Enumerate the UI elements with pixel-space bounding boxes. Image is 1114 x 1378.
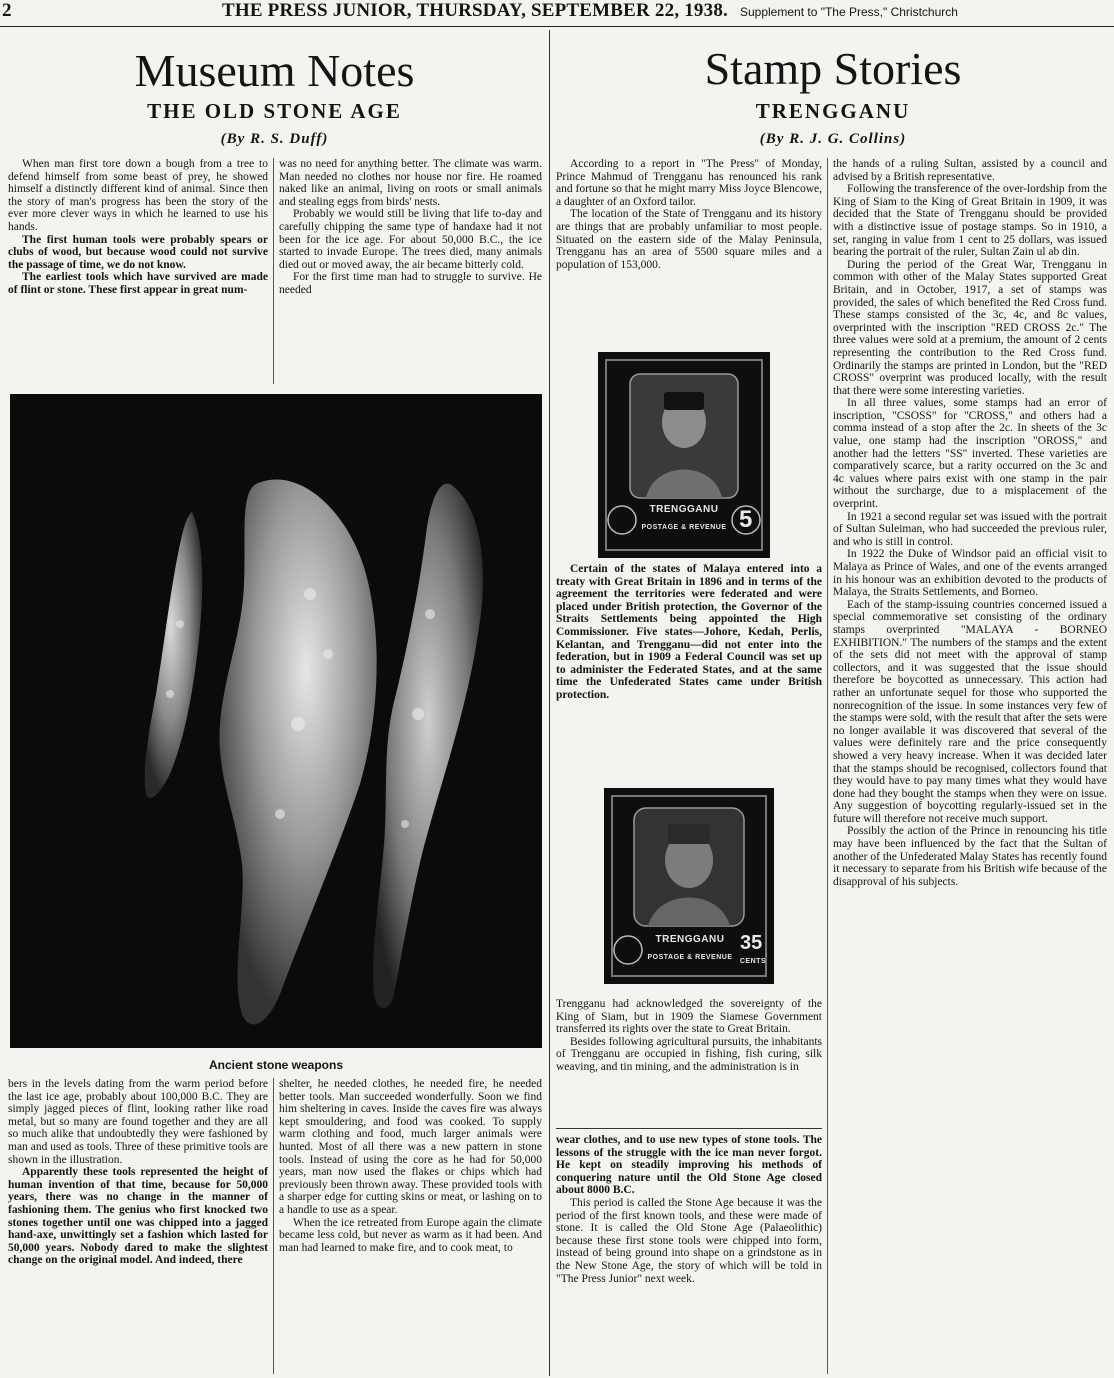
paragraph: When man first tore down a bough from a tree to defend himself from some beast of prey, he showed himself a distinctly different kind of animal. Since then the story of man's progress has been the story of the ever more clever ways in which he learned to use his hands. bbox=[8, 158, 268, 233]
paragraph: wear clothes, and to use new types of stone tools. The lessons of the struggle with the ice man never forgot. He kept on steadily improving his methods of conquering nature until the Old Stone Age closed about 8000 B.C. bbox=[556, 1134, 822, 1197]
museum-notes-byline: (By R. S. Duff) bbox=[220, 131, 329, 147]
stamp-stories-byline: (By R. J. G. Collins) bbox=[759, 131, 907, 147]
trengganu-35c-stamp bbox=[604, 788, 774, 984]
trengganu-5c-stamp bbox=[598, 352, 770, 558]
paragraph: Apparently these tools represented the height of human invention of that time, because for 50,000 years, there was no change in the manner of fashioning them. The genius who first knocked two stones together until one was chipped into a jagged hand-axe, unwittingly set a fashion which lasted for 50,000 years. Nobody dared to make the slightest change on the original model. And indeed, there bbox=[8, 1166, 268, 1267]
flint-tool-left bbox=[145, 512, 203, 798]
stamp-sublabel: POSTAGE & REVENUE bbox=[647, 954, 733, 961]
paragraph: In 1922 the Duke of Windsor paid an official visit to Malaya as Prince of Wales, and one of the events arranged in his honour was an exhibition devoted to the products of Malaya, the Straits Settlements, and Borneo. bbox=[833, 548, 1107, 599]
paragraph: In all three values, some stamps had an error of inscription, "CSOSS" for "CROSS," and others had a comma instead of a stop after the 2c. In sheets of the 3c value, one stamp had the inscription "OROSS," and another had the letters "SS" inverted. These varieties are comparatively scarce, but a rarity occurred on the 3c and 4c values where pairs exist with one stamp in the pair without the surcharge, due to a misplacement of the overprint. bbox=[833, 397, 1107, 511]
museum-column-4 bbox=[279, 1078, 542, 1374]
museum-column-1 bbox=[8, 158, 268, 384]
paragraph: shelter, he needed clothes, he needed fire, he needed better tools. Man succeeded wonderfully. Soon we find him sheltering in caves. Inside the caves fire was always kept smouldering, and food was cooked. To supply warm clothing and food, much larger animals were hunted. Most of all there was a new pattern in stone tools. Instead of using the core as he had for 50,000 years, man now used the flakes or chips which had previously been thrown away. These provided tools with a sharper edge for cutting skins or meat, or lashing on to a handle to use as a spear. bbox=[279, 1078, 542, 1216]
paragraph: Certain of the states of Malaya entered into a treaty with Great Britain in 1896 and in terms of the agreement the territories were federated and were placed under British protection, the Governor of the Straits Settlements being appointed the High Commissioner. Five states—Johore, Kedah, Perlis, Kelantan, and Trengganu—did not enter into the federation, but in 1909 a Federal Council was set up to administer the Federated States, and at the same time the Unfederated States came under British protection. bbox=[556, 563, 822, 701]
paragraph: In 1921 a second regular set was issued with the portrait of Sultan Suleiman, who had succeeded the previous ruler, and who is still in control. bbox=[833, 510, 1107, 548]
paragraph: This period is called the Stone Age because it was the period of the first known tools, and these were made of stone. It is called the Old Stone Age (Palaeolithic) because these first stone tools were chipped into form, instead of being ground into shape on a grindstone as in the New Stone Age, the story of which will be told in "The Press Junior" next week. bbox=[556, 1196, 822, 1285]
stamp-sublabel: POSTAGE & REVENUE bbox=[641, 524, 727, 531]
stamp-column-1-top bbox=[556, 158, 822, 334]
paragraph: Besides following agricultural pursuits, the inhabitants of Trengganu are occupied in fishing, fish curing, silk weaving, and tin mining, and the administration is in bbox=[556, 1035, 822, 1073]
paragraph: Probably we would still be living that life to-day and carefully chipping the same type of handaxe had it not been for the ice age. For about 50,000 B.C., the ice started to invade Europe. The trees died, many animals died out or moved away, the air became bitterly cold. bbox=[279, 208, 542, 271]
museum-column-2 bbox=[279, 158, 542, 384]
paragraph: During the period of the Great War, Trengganu in common with other of the Malay States supported Great Britain, and in October, 1917, a set of stamps was provided, the sales of which benefited the Red Cross fund. These stamps consisted of the 3c, 4c, and 8c values, overprinted with the inscription "RED CROSS 2c." The three values were sold at a premium, the amount of 2 cents representing the contribution to the Red Cross fund. Ordinarily the stamps are printed in London, but the "RED CROSS" overprint was produced locally, with the result that there were some interesting varieties. bbox=[833, 258, 1107, 397]
stamp-column-rule bbox=[827, 158, 828, 1374]
paragraph: was no need for anything better. The climate was warm. Man needed no clothes nor house nor fire. He roamed naked like an animal, living on roots or small animals and stealing eggs from birds' nests. bbox=[279, 158, 542, 208]
museum-column-3 bbox=[8, 1078, 268, 1374]
stamp-value: 5 bbox=[739, 506, 753, 533]
supplement-note: Supplement to "The Press," Christchurch bbox=[739, 5, 958, 19]
stamp-column-2 bbox=[833, 158, 1107, 1374]
stamp-column-1-middle bbox=[556, 563, 822, 767]
stamp-column-1-bottom bbox=[556, 998, 822, 1122]
stamp-stories-heading: Stamp Stories bbox=[704, 43, 962, 94]
paragraph: Each of the stamp-issuing countries concerned issued a special commemorative set consisting of the ordinary stamps overprinted "MALAYA - BORNEO EXHIBITION." The numbers of the stamps and the extent of the sets did not meet with the approval of stamp collectors, and it was suggested that the issue should therefore be boycotted as unnecessary. This action had rather an unfortunate sequel for those who supported the nonrecognition of the issue. In some instances very few of the stamps were sold, with the result that after the sets were no longer available it was discovered that several of the values were definitely rare and the price consequently showed a very heavy increase. When it was decided later that the stamps should be recognised, collectors found that they would have to pay many times what they would have done had they bought the stamps when they were on issue. Any suggestion of boycotting regularly-issued set in the future will therefore not receive much support. bbox=[833, 598, 1107, 825]
paragraph: For the first time man had to struggle to survive. He needed bbox=[279, 271, 542, 296]
stone-weapons-photo bbox=[10, 394, 542, 1048]
flint-tool-right bbox=[373, 484, 483, 1009]
stamp-stories-subheading: TRENGGANU bbox=[755, 99, 911, 123]
flint-tool-center bbox=[219, 480, 376, 1025]
stamp-label: TRENGGANU bbox=[655, 934, 725, 945]
paragraph: Possibly the action of the Prince in renouncing his title may have been influenced by the fact that the Sultan of another of the Unfederated Malay States has recently found it necessary to separate from his British wife because of the disapproval of his subjects. bbox=[833, 825, 1107, 888]
paragraph: The earliest tools which have survived are made of flint or stone. These first appear in great num- bbox=[8, 271, 268, 296]
paragraph: Following the transference of the over-lordship from the King of Siam to the King of Great Britain in 1909, it was decided that the State of Trengganu should be provided with a distinctive issue of postage stamps. So in 1910, a set, ranging in value from 1 cent to 25 dollars, was issued bearing the portrait of the ruler, Sultan Zain ul ab din. bbox=[833, 183, 1107, 259]
continuation-divider bbox=[556, 1128, 822, 1129]
museum-notes-heading: Museum Notes bbox=[134, 45, 415, 96]
museum-top-column-rule bbox=[273, 158, 274, 384]
paragraph: The location of the State of Trengganu and its history are things that are probably unfamiliar to most people. Situated on the eastern side of the Malay Peninsula, Trengganu has an area of 5500 square miles and a population of 153,000. bbox=[556, 208, 822, 271]
paragraph: bers in the levels dating from the warm period before the last ice age, probably about 100,000 B.C. They are simply jagged pieces of flint, looking rather like road metal, but so many are found together and they are all so much alike that undoubtedly they were fashioned by man and used as tools. Three of these primitive tools are shown in the illustration. bbox=[8, 1078, 268, 1166]
newspaper-title: THE PRESS JUNIOR, THURSDAY, SEPTEMBER 22, 1938. bbox=[222, 0, 728, 21]
center-column-rule bbox=[549, 30, 550, 1376]
paragraph: According to a report in "The Press" of Monday, Prince Mahmud of Trengganu has renounced his rank and fortune so that he might marry Miss Joyce Blencowe, a daughter of an Oxford tailor. bbox=[556, 158, 822, 208]
masthead bbox=[0, 0, 1114, 27]
paragraph: Trengganu had acknowledged the sovereignty of the King of Siam, but in 1909 the Siamese Government transferred its rights over the state to Great Britain. bbox=[556, 998, 822, 1036]
stamp-value: 35 bbox=[740, 932, 763, 954]
stamp-unit: CENTS bbox=[739, 958, 767, 965]
paragraph: The first human tools were probably spears or clubs of wood, but because wood could not survive the passage of time, we do not know. bbox=[8, 233, 268, 271]
stamp-label: TRENGGANU bbox=[649, 504, 719, 515]
paragraph: When the ice retreated from Europe again the climate became less cold, but never as warm as it had been. And man had learned to make fire, and to cook meat, to bbox=[279, 1216, 542, 1254]
paragraph: the hands of a ruling Sultan, assisted by a council and advised by a British representative. bbox=[833, 158, 1107, 183]
museum-bottom-column-rule bbox=[273, 1078, 274, 1374]
stone-weapons-illustration bbox=[10, 394, 542, 1048]
museum-notes-subheading: THE OLD STONE AGE bbox=[147, 99, 402, 123]
page-number: 2 bbox=[2, 0, 12, 21]
museum-continuation bbox=[556, 1134, 822, 1374]
photo-caption: Ancient stone weapons bbox=[208, 1058, 344, 1072]
